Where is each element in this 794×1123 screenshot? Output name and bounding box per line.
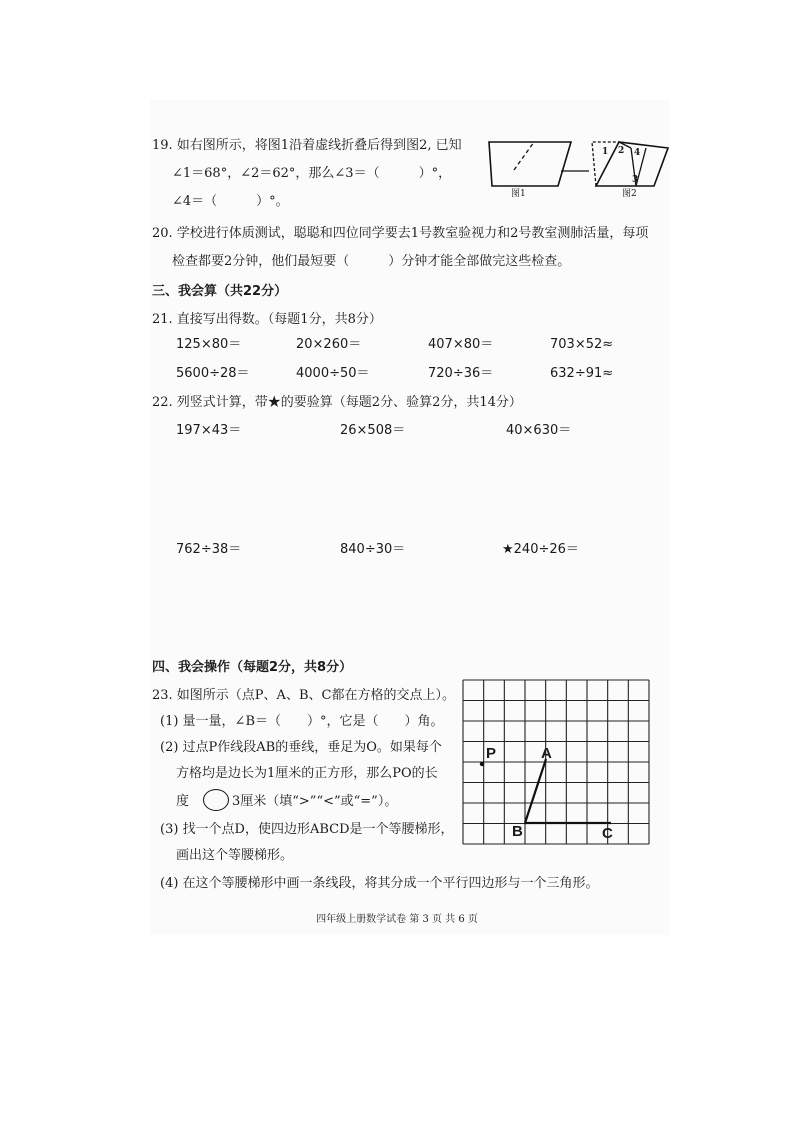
grid-lines: [463, 680, 649, 844]
q22-item: 197×43＝: [176, 423, 242, 438]
q19-line3: ∠4＝（ ）°。: [172, 194, 289, 209]
answer-circle[interactable]: [203, 789, 229, 811]
label-C: C: [602, 825, 613, 842]
q21-item: 20×260＝: [296, 337, 362, 352]
label-B: B: [512, 823, 523, 840]
angle-3-label: 3: [632, 175, 639, 185]
label-P: P: [486, 745, 497, 762]
section3-title: 三、我会算（共22分）: [152, 284, 288, 299]
point-P[interactable]: [480, 762, 484, 766]
q21-item: 407×80＝: [428, 337, 494, 352]
page-footer: 四年级上册数学试卷 第 3 页 共 6 页: [316, 914, 478, 925]
q22-item: 762÷38＝: [176, 542, 242, 557]
q21-item: 720÷36＝: [428, 366, 494, 381]
q23-part2-line2: 方格均是边长为1厘米的正方形，那么PO的长: [176, 766, 438, 781]
q21-item: 703×52≈: [550, 337, 614, 352]
section4-title: 四、我会操作（每题2分，共8分）: [152, 660, 353, 675]
q23-part2-line3-prefix: 度: [176, 794, 190, 809]
q23-part2-line1: (2) 过点P作线段AB的垂线，垂足为O。如果每个: [160, 740, 442, 755]
segment-AB: [525, 759, 546, 823]
fig1-label: 图1: [511, 189, 526, 199]
q22-item: ★240÷26＝: [502, 542, 579, 557]
q23-part3-line2: 画出这个等腰梯形。: [176, 848, 294, 863]
q23-grid[interactable]: [460, 676, 660, 848]
angle-1-label: 1: [602, 147, 609, 157]
angle-2-label: 2: [618, 146, 625, 156]
fig1-trapezoid: [489, 142, 571, 186]
q22-title: 22. 列竖式计算，带★的要验算（每题2分、验算2分，共14分）: [152, 395, 522, 410]
fig2-label: 图2: [622, 189, 637, 199]
label-A: A: [541, 745, 552, 762]
q21-item: 125×80＝: [176, 337, 242, 352]
q23-part1: (1) 量一量，∠B＝（ ）°，它是（ ）角。: [160, 714, 444, 729]
q23-part4: (4) 在这个等腰梯形中画一条线段，将其分成一个平行四边形与一个三角形。: [160, 876, 599, 891]
q19-line1: 19. 如右图所示，将图1沿着虚线折叠后得到图2, 已知: [152, 138, 462, 153]
q19-line2: ∠1＝68°，∠2＝62°，那么∠3＝（ ）°，: [172, 166, 452, 181]
q23-part2-line3-suffix: 3厘米（填“>”“<”或“=”）。: [232, 794, 398, 809]
angle-4-label: 4: [634, 148, 641, 158]
q22-item: 840÷30＝: [340, 542, 406, 557]
q21-item: 632÷91≈: [550, 366, 614, 381]
q21-item: 5600÷28＝: [176, 366, 250, 381]
q22-item: 40×630＝: [506, 423, 572, 438]
q22-item: 26×508＝: [340, 423, 406, 438]
q23-intro: 23. 如图所示（点P、A、B、C都在方格的交点上）。: [152, 688, 455, 703]
fig1-fold-line: [514, 142, 534, 170]
q21-item: 4000÷50＝: [296, 366, 370, 381]
q23-part3-line1: (3) 找一个点D，使四边形ABCD是一个等腰梯形，: [160, 822, 454, 837]
q20-line1: 20. 学校进行体质测试，聪聪和四位同学要去1号教室验视力和2号教室测肺活量，每项: [152, 226, 649, 241]
q21-title: 21. 直接写出得数。（每题1分，共8分）: [152, 312, 382, 327]
q20-line2: 检查都要2分钟，他们最短要（ ）分钟才能全部做完这些检查。: [172, 254, 571, 269]
